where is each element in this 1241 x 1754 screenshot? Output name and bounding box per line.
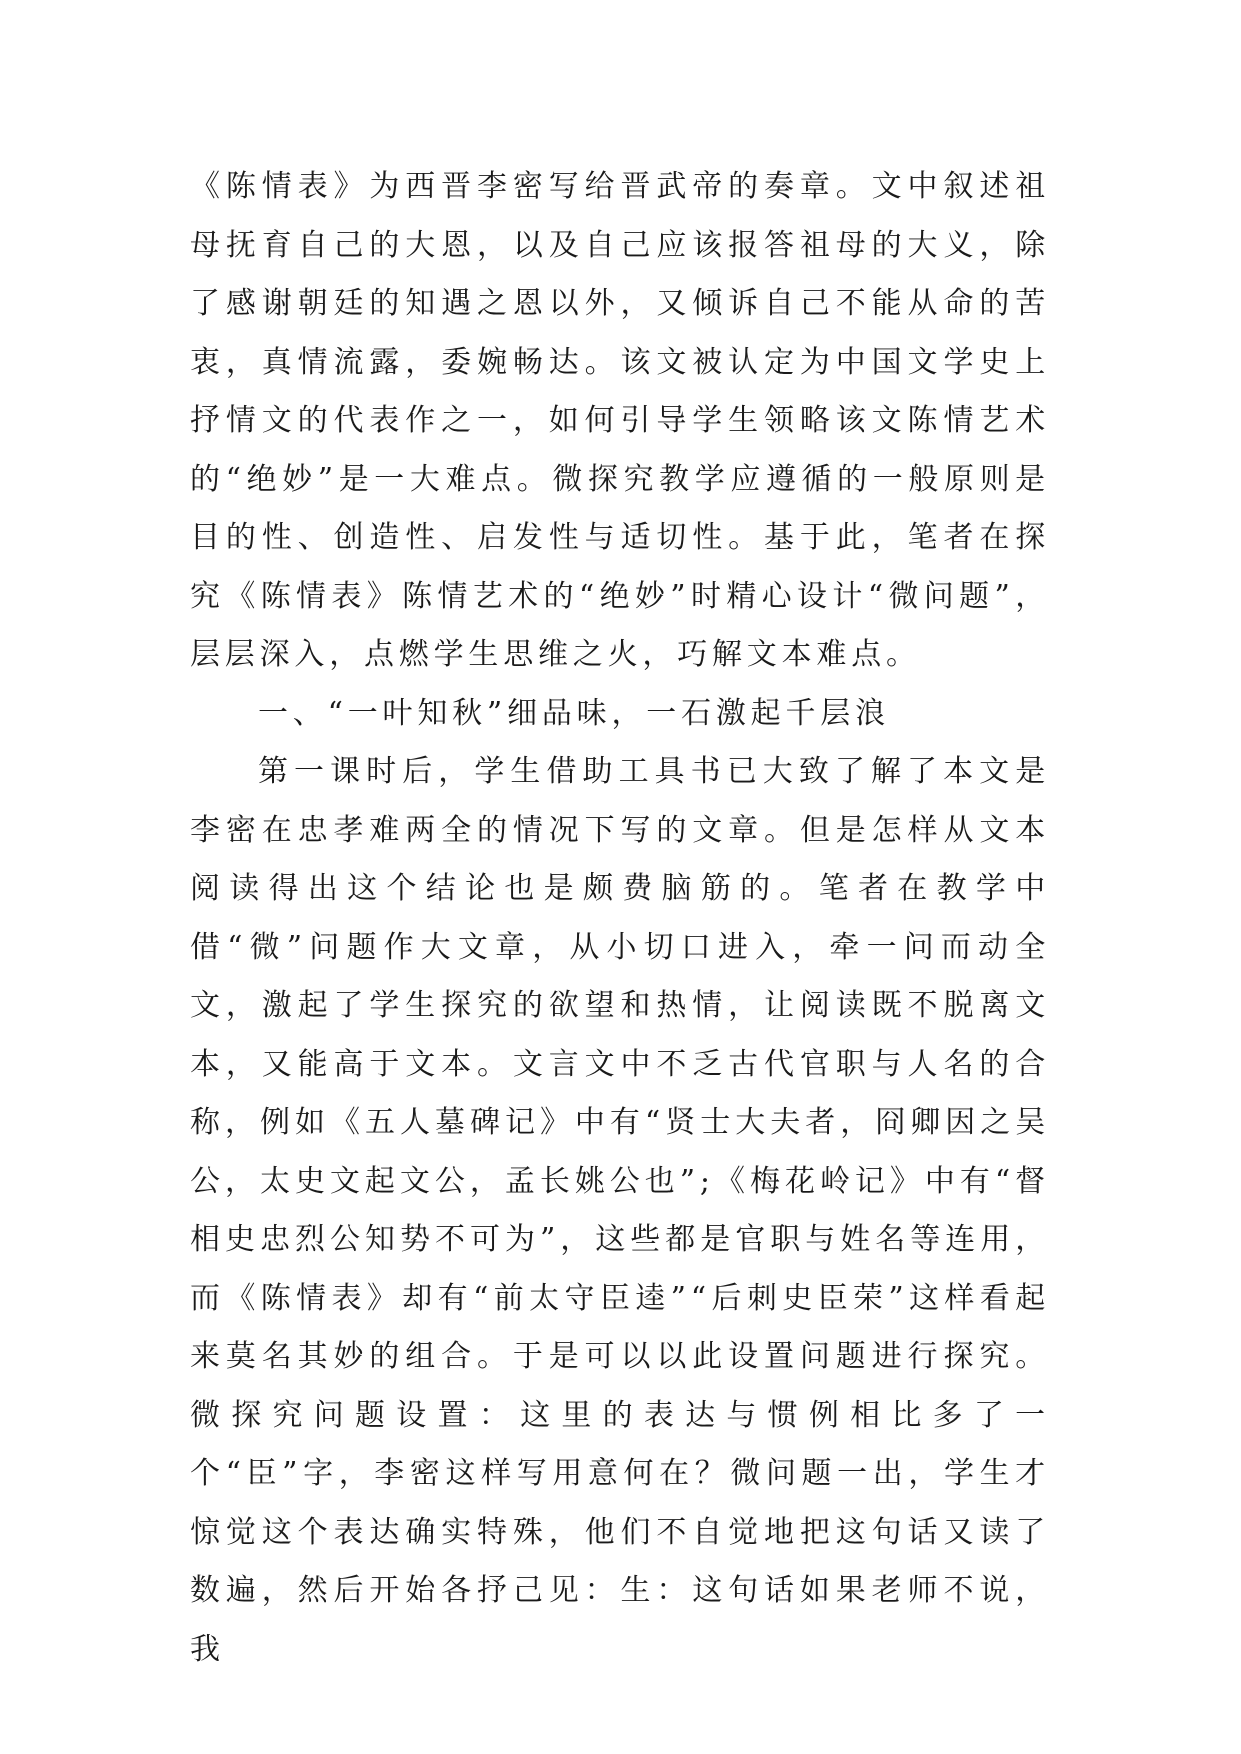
body-paragraph: 第一课时后，学生借助工具书已大致了解了本文是李密在忠孝难两全的情况下写的文章。但是怎样从文本阅读得出这个结论也是颇费脑筋的。笔者在教学中借“微”问题作大文章，从小切口进入，牵一问而动全文，激起了学生探究的欲望和热情，让阅读既不脱离文本，又能高于文本。文言文中不乏古代官职与人名的合称，例如《五人墓碑记》中有“贤士大夫者，冏卿因之吴公，太史文起文公，孟长姚公也”;《梅花岭记》中有“督相史忠烈公知势不可为”，这些都是官职与姓名等连用，而《陈情表》却有“前太守臣逵”“后刺史臣荣”这样看起来莫名其妙的组合。于是可以以此设置问题进行探究。微探究问题设置：这里的表达与惯例相比多了一个“臣”字，李密这样写用意何在？微问题一出，学生才惊觉这个表达确实特殊，他们不自觉地把这句话又读了数遍，然后开始各抒己见：生：这句话如果老师不说，我 (190, 754, 1050, 1667)
body-text (190, 158, 1050, 1679)
intro-paragraph: 《陈情表》为西晋李密写给晋武帝的奏章。文中叙述祖母抚育自己的大恩，以及自己应该报答祖母的大义，除了感谢朝廷的知遇之恩以外，又倾诉自己不能从命的苦衷，真情流露，委婉畅达。该文被认定为中国文学史上抒情文的代表作之一，如何引导学生领略该文陈情艺术的“绝妙”是一大难点。微探究教学应遵循的一般原则是目的性、创造性、启发性与适切性。基于此，笔者在探究《陈情表》陈情艺术的“绝妙”时精心设计“微问题”，层层深入，点燃学生思维之火，巧解文本难点。 (190, 169, 1050, 672)
section-heading: 一、“一叶知秋”细品味，一石激起千层浪 (258, 695, 890, 731)
